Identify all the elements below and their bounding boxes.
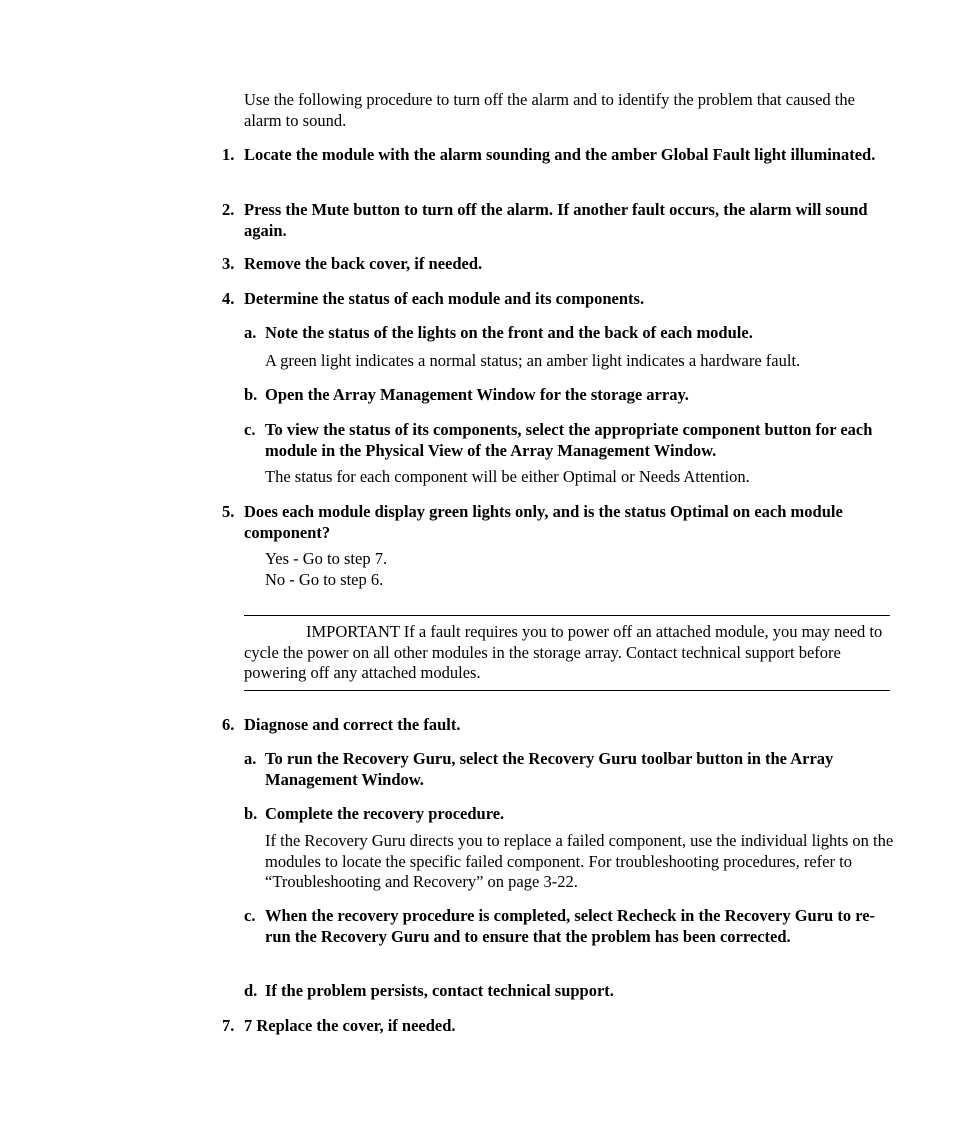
sub-step-letter: c. — [244, 420, 256, 439]
sub-step-letter: a. — [244, 323, 257, 342]
step-text: Locate the module with the alarm sounding and the amber Global Fault light illuminated. — [244, 145, 876, 164]
note-bottom-rule — [244, 690, 890, 691]
note-top-rule — [244, 615, 890, 616]
step-number: 3. — [222, 254, 235, 273]
step-number: 7. — [222, 1016, 235, 1035]
important-note: IMPORTANT If a fault requires you to power off an attached module, you may need to cycle the power on all other modules in the storage array. Contact technical support before powering off any attached modules. — [244, 622, 883, 682]
sub-step-body: The status for each component will be either Optimal or Needs Attention. — [265, 467, 750, 486]
step-text: Remove the back cover, if needed. — [244, 254, 483, 273]
step-text: Determine the status of each module and its components. — [244, 289, 645, 308]
sub-step-letter: c. — [244, 906, 256, 925]
sub-step-letter: a. — [244, 749, 257, 768]
sub-step-text: When the recovery procedure is completed, select Recheck in the Recovery Guru to re-run the Recovery Guru and to ensure that the problem has been corrected. — [265, 906, 876, 946]
step-number: 4. — [222, 289, 235, 308]
sub-step-letter: b. — [244, 385, 258, 404]
sub-step-text: To run the Recovery Guru, select the Recovery Guru toolbar button in the Array Management Window. — [265, 749, 834, 789]
answer-yes: Yes - Go to step 7. — [265, 549, 388, 568]
sub-step-text: Note the status of the lights on the front and the back of each module. — [265, 323, 753, 342]
intro-paragraph: Use the following procedure to turn off the alarm and to identify the problem that caused the alarm to sound. — [244, 90, 855, 130]
sub-step-letter: b. — [244, 804, 258, 823]
sub-step-text: If the problem persists, contact technical support. — [265, 981, 614, 1000]
step-number: 6. — [222, 715, 235, 734]
step-number: 5. — [222, 502, 235, 521]
sub-step-text: Open the Array Management Window for the storage array. — [265, 385, 689, 404]
sub-step-body: A green light indicates a normal status; an amber light indicates a hardware fault. — [265, 351, 801, 370]
step-text: Press the Mute button to turn off the alarm. If another fault occurs, the alarm will sound again. — [244, 200, 868, 240]
step-number: 1. — [222, 145, 235, 164]
step-text: Does each module display green lights only, and is the status Optimal on each module component? — [244, 502, 843, 542]
sub-step-text: Complete the recovery procedure. — [265, 804, 505, 823]
sub-step-body: If the Recovery Guru directs you to replace a failed component, use the individual lights on the modules to locate the specific failed component. For troubleshooting procedures, refer to “Troubleshooting and Recovery” on page 3-22. — [265, 831, 894, 891]
sub-step-text: To view the status of its components, select the appropriate component button for each module in the Physical View of the Array Management Window. — [265, 420, 873, 460]
sub-step-letter: d. — [244, 981, 258, 1000]
step-number: 2. — [222, 200, 235, 219]
answer-no: No - Go to step 6. — [265, 570, 384, 589]
step-text: 7 Replace the cover, if needed. — [244, 1016, 456, 1035]
step-text: Diagnose and correct the fault. — [244, 715, 461, 734]
